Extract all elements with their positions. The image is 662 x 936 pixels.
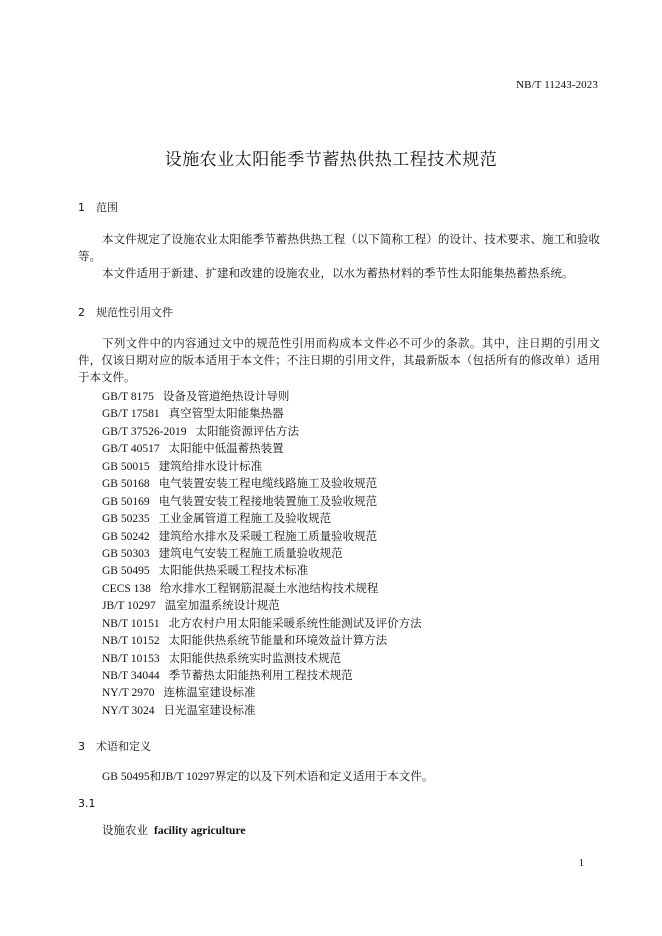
reference-code: GB 50015 bbox=[102, 460, 150, 473]
page-number: 1 bbox=[578, 858, 584, 869]
section-1-heading bbox=[78, 199, 118, 215]
reference-item bbox=[102, 459, 422, 476]
reference-item bbox=[102, 563, 422, 580]
reference-item bbox=[102, 685, 422, 702]
reference-item bbox=[102, 598, 422, 615]
section-number: 1 bbox=[78, 201, 85, 214]
reference-code: NB/T 10151 bbox=[102, 617, 160, 630]
reference-title: 太阳能供热系统节能量和环境效益计算方法 bbox=[168, 635, 388, 648]
reference-item bbox=[102, 441, 422, 458]
reference-code: GB 50303 bbox=[102, 547, 150, 560]
reference-title: 季节蓄热太阳能热利用工程技术规范 bbox=[168, 670, 353, 682]
reference-item bbox=[102, 668, 422, 685]
section-title: 规范性引用文件 bbox=[96, 306, 173, 319]
reference-title: 给水排水工程钢筋混凝土水池结构技术规程 bbox=[159, 582, 379, 595]
section-2-heading bbox=[78, 304, 173, 320]
reference-title: 电气装置安装工程接地装置施工及验收规范 bbox=[158, 495, 378, 508]
reference-code: NY/T 3024 bbox=[102, 704, 155, 717]
reference-title: 温室加温系统设计规范 bbox=[164, 600, 280, 613]
reference-code: GB/T 17581 bbox=[102, 408, 160, 421]
reference-item bbox=[102, 546, 422, 563]
reference-item bbox=[102, 511, 422, 528]
references-intro: 下列文件中的内容通过文中的规范性引用而构成本文件必不可少的条款。其中，注日期的引用文件，仅该日期对应的版本适用于本文件；不注日期的引用文件，其最新版本（包括所有的修改单）适用于本文件。 bbox=[78, 338, 600, 384]
term-entry bbox=[102, 822, 245, 838]
reference-title: 太阳能供热系统实时监测技术规范 bbox=[168, 652, 342, 665]
reference-item bbox=[102, 616, 422, 633]
reference-title: 建筑给排水设计标准 bbox=[158, 460, 263, 473]
reference-code: GB 50235 bbox=[102, 513, 150, 526]
reference-code: GB 50242 bbox=[102, 530, 150, 543]
scope-paragraph-1: 本文件规定了设施农业太阳能季节蓄热供热工程（以下简称工程）的设计、技术要求、施工和验收等。 bbox=[78, 234, 600, 263]
reference-code: NB/T 10152 bbox=[102, 635, 160, 648]
reference-code: GB 50168 bbox=[102, 478, 150, 491]
reference-item bbox=[102, 651, 422, 668]
reference-item bbox=[102, 633, 422, 650]
reference-title: 设备及管道绝热设计导则 bbox=[162, 391, 290, 403]
reference-item bbox=[102, 703, 422, 720]
reference-item bbox=[102, 529, 422, 546]
reference-code: NB/T 34044 bbox=[102, 670, 160, 682]
reference-item bbox=[102, 389, 422, 406]
reference-title: 太阳能资源评估方法 bbox=[195, 425, 299, 438]
reference-code: NY/T 2970 bbox=[102, 687, 155, 700]
scope-paragraph-2: 本文件适用于新建、扩建和改建的设施农业，以水为蓄热材料的季节性太阳能集热蓄热系统。 bbox=[102, 268, 574, 280]
reference-title: 太阳能供热采暖工程技术标准 bbox=[158, 565, 309, 578]
reference-title: 电气装置安装工程电缆线路施工及验收规范 bbox=[158, 478, 378, 491]
standard-code: NB/T 11243-2023 bbox=[516, 79, 598, 91]
document-title: 设施农业太阳能季节蓄热供热工程技术规范 bbox=[164, 150, 498, 170]
terms-intro: GB 50495和JB/T 10297界定的以及下列术语和定义适用于本文件。 bbox=[102, 771, 434, 783]
term-english: facility agriculture bbox=[154, 825, 246, 837]
reference-title: 太阳能中低温蓄热装置 bbox=[168, 443, 284, 456]
reference-title: 建筑电气安装工程施工质量验收规范 bbox=[158, 547, 343, 560]
section-3-heading bbox=[78, 738, 151, 754]
reference-code: GB/T 8175 bbox=[102, 391, 154, 403]
reference-code: CECS 138 bbox=[102, 582, 151, 595]
reference-code: GB/T 37526-2019 bbox=[102, 425, 187, 438]
reference-code: GB 50169 bbox=[102, 495, 150, 508]
reference-code: GB 50495 bbox=[102, 565, 150, 578]
reference-item bbox=[102, 581, 422, 598]
section-title: 范围 bbox=[96, 201, 118, 214]
reference-title: 建筑给水排水及采暖工程施工质量验收规范 bbox=[158, 530, 378, 543]
reference-list bbox=[102, 389, 422, 720]
reference-item bbox=[102, 424, 422, 441]
reference-code: JB/T 10297 bbox=[102, 600, 156, 613]
reference-item bbox=[102, 494, 422, 511]
reference-title: 连栋温室建设标准 bbox=[163, 687, 256, 700]
term-entry-number: 3.1 bbox=[78, 797, 96, 810]
reference-title: 真空管型太阳能集热器 bbox=[168, 408, 284, 421]
reference-title: 北方农村户用太阳能采暖系统性能测试及评价方法 bbox=[168, 617, 422, 630]
reference-item bbox=[102, 476, 422, 493]
reference-title: 工业金属管道工程施工及验收规范 bbox=[158, 513, 332, 526]
section-title: 术语和定义 bbox=[96, 740, 151, 753]
section-number: 3 bbox=[78, 740, 85, 753]
reference-code: NB/T 10153 bbox=[102, 652, 160, 665]
term-chinese: 设施农业 bbox=[102, 823, 148, 837]
reference-item bbox=[102, 406, 422, 423]
section-number: 2 bbox=[78, 306, 85, 319]
reference-code: GB/T 40517 bbox=[102, 443, 160, 456]
reference-title: 日光温室建设标准 bbox=[163, 704, 256, 717]
